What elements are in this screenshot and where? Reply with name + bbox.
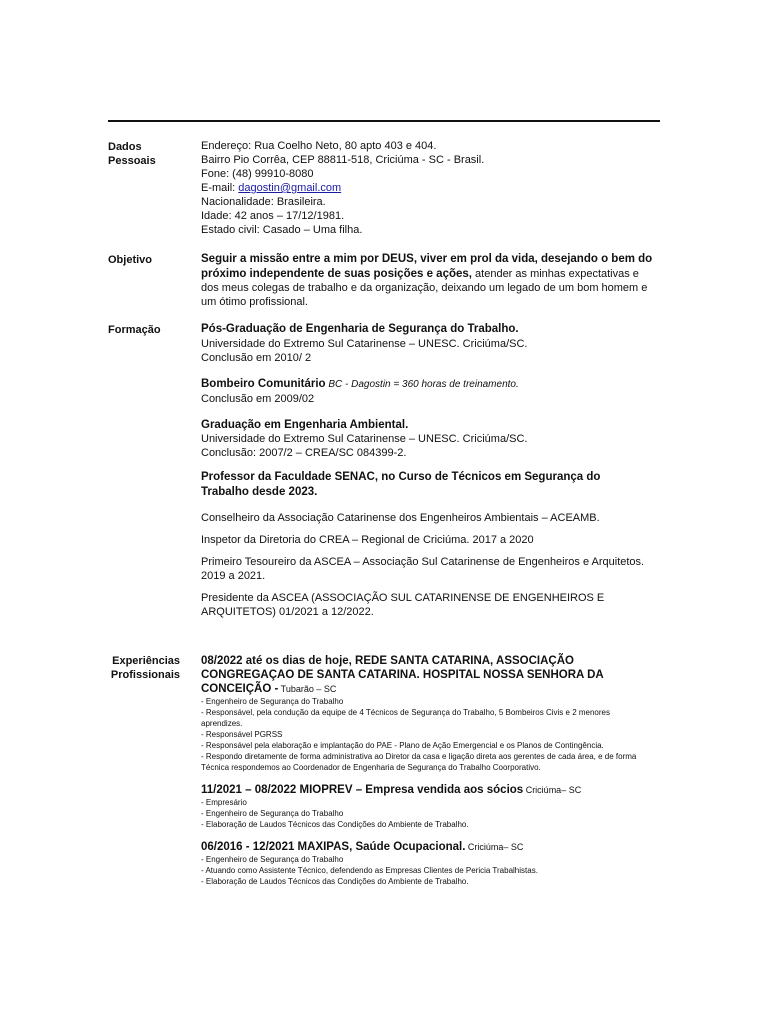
bombeiro-note: BC - Dagostin = 360 horas de treinamento.	[325, 378, 519, 390]
estado-civil: Estado civil: Casado – Uma filha.	[201, 224, 363, 236]
bairro: Bairro Pio Corrêa, CEP 88811-518, Criciúma - SC - Brasil.	[201, 154, 485, 166]
objetivo-block	[201, 252, 653, 309]
email-label: E-mail:	[201, 182, 239, 194]
tesoureiro: Primeiro Tesoureiro da ASCEA – Associação Sul Catarinense de Engenheiros e Arquitetos. 2019 a 2021.	[201, 556, 645, 582]
experiencia-item: - Responsável, pela condução da equipe de 4 Técnicos de Segurança do Trabalho, 5 Bombeiros Civis e 2 menores aprendizes.	[201, 708, 610, 728]
experiencia-title: 06/2016 - 12/2021 MAXIPAS, Saúde Ocupacional. Criciúma– SC	[201, 841, 524, 853]
section-label-objetivo: Objetivo	[108, 254, 153, 266]
grad-title: Graduação em Engenharia Ambiental.	[201, 418, 409, 431]
experiencia-item: - Empresário	[201, 798, 247, 807]
experiencia-1	[201, 654, 647, 773]
experiencia-item: - Elaboração de Laudos Técnicos das Condições do Ambiente de Trabalho.	[201, 877, 469, 886]
dados-pessoais-block	[201, 139, 641, 237]
email-link[interactable]: dagostin@gmail.com	[238, 182, 342, 194]
pos-title: Pós-Graduação de Engenharia de Segurança do Trabalho.	[201, 323, 519, 335]
experiencia-title: 08/2022 até os dias de hoje, REDE SANTA CATARINA, ASSOCIAÇÃO CONGREGAÇAO DE SANTA CATARINA. HOSPITAL NOSSA SENHORA DA CONCEIÇÃO - Tubarão – SC	[201, 655, 604, 695]
fone: Fone: (48) 99910-8080	[201, 168, 314, 180]
experiencia-title: 11/2021 – 08/2022 MIOPREV – Empresa vendida aos sócios Criciúma– SC	[201, 784, 582, 796]
presidente: Presidente da ASCEA (ASSOCIAÇÃO SUL CATARINENSE DE ENGENHEIROS E ARQUITETOS) 01/2021 a 12/2022.	[201, 592, 605, 618]
professor-senac: Professor da Faculdade SENAC, no Curso de Técnicos em Segurança do Trabalho desde 2023.	[201, 471, 601, 498]
experiencia-item: - Respondo diretamente de forma administrativa ao Diretor da casa e ligação direta aos gerentes de cada área, e de forma Técnica respondemos ao Coordenador de Engenharia de Segurança do Trabalho Coorporativo.	[201, 752, 637, 772]
experiencia-item: - Atuando como Assistente Técnico, defendendo as Empresas Clientes de Pericia Trabalhistas.	[201, 866, 538, 875]
experiencias-block	[201, 654, 647, 887]
grad-instituicao: Universidade do Extremo Sul Catarinense – UNESC. Criciúma/SC.	[201, 433, 528, 445]
bombeiro-title: Bombeiro Comunitário	[201, 377, 326, 390]
pos-instituicao: Universidade do Extremo Sul Catarinense – UNESC. Criciúma/SC.	[201, 337, 528, 350]
experiencia-2	[201, 783, 647, 830]
objetivo-bold: Seguir a missão entre a mim por DEUS, viver em prol da vida, desejando o bem do próximo independente de suas posições e ações,	[201, 253, 653, 280]
experiencia-item: - Engenheiro de Segurança do Trabalho	[201, 809, 344, 818]
experiencia-item: - Responsável PGRSS	[201, 730, 283, 739]
experiencia-item: - Engenheiro de Segurança do Trabalho	[201, 697, 344, 706]
nacionalidade: Nacionalidade: Brasileira.	[201, 196, 326, 208]
endereco: Endereço: Rua Coelho Neto, 80 apto 403 e 404.	[201, 140, 437, 152]
experiencia-item: - Elaboração de Laudos Técnicos das Condições do Ambiente de Trabalho.	[201, 820, 469, 829]
objetivo-text: atender as minhas expectativas e dos meus colegas de trabalho e da organização, deixando um legado de um bom homem e um ótimo profissional.	[201, 267, 648, 308]
email-line	[201, 181, 641, 195]
bombeiro-line	[201, 377, 647, 392]
pos-conclusao: Conclusão em 2010/ 2	[201, 351, 312, 364]
idade: Idade: 42 anos – 17/12/1981.	[201, 210, 345, 222]
inspetor: Inspetor da Diretoria do CREA – Regional de Criciúma. 2017 a 2020	[201, 534, 534, 546]
grad-conclusao: Conclusão: 2007/2 – CREA/SC 084399-2.	[201, 447, 407, 459]
top-rule	[108, 120, 660, 122]
formacao-block	[201, 322, 647, 619]
experiencia-item: - Engenheiro de Segurança do Trabalho	[201, 855, 344, 864]
conselheiro: Conselheiro da Associação Catarinense dos Engenheiros Ambientais – ACEAMB.	[201, 512, 600, 524]
section-label-formacao: Formação	[108, 324, 161, 336]
bombeiro-conclusao: Conclusão em 2009/02	[201, 392, 315, 405]
experiencia-3	[201, 840, 647, 887]
section-label-dados-pessoais: Dados Pessoais	[108, 141, 156, 167]
section-label-experiencias: Experiências Profissionais	[110, 655, 180, 681]
experiencia-item: - Responsável pela elaboração e implantação do PAE - Plano de Ação Emergencial e os Planos de Contingência.	[201, 741, 604, 750]
